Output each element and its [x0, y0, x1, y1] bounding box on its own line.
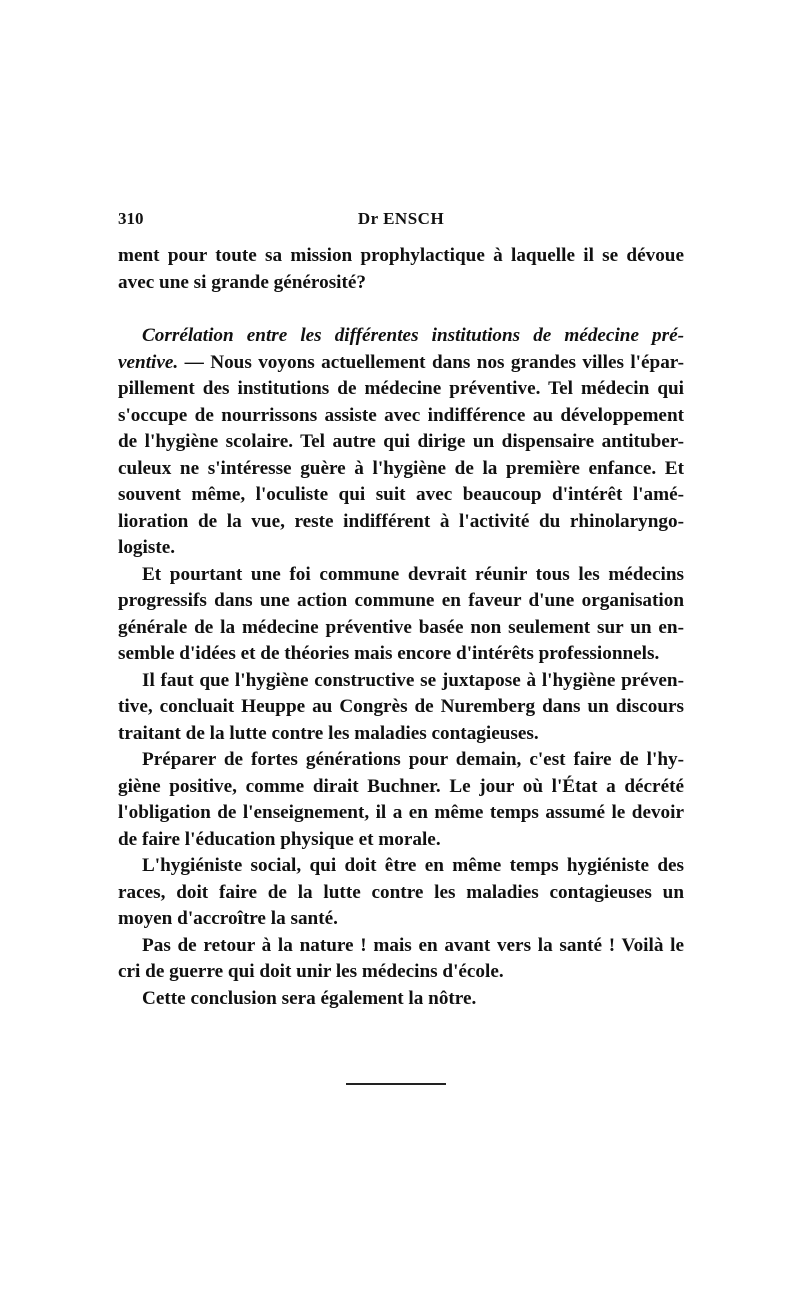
running-title: Dr ENSCH — [357, 209, 445, 228]
text-line: Et pourtant une foi commune devrait réunir tous les médecins — [142, 563, 684, 585]
text-line: pillement des institutions de médecine préventive. Tel médecin qui — [118, 378, 684, 399]
text-line-rest: — Nous voyons actuellement dans nos grandes villes l'épar- — [178, 351, 684, 373]
text-line: traitant de la lutte contre les maladies contagieuses. — [118, 722, 539, 744]
text-line: giène positive, comme dirait Buchner. Le jour où l'État a décrété — [118, 775, 684, 797]
section-heading — [118, 323, 684, 350]
page-header — [118, 209, 684, 235]
text-line: lioration de la vue, reste indifférent à l'activité du rhinolaryngo- — [118, 510, 684, 532]
text-line: progressifs dans une action commune en faveur d'une organisation — [118, 590, 684, 611]
text-line — [118, 350, 684, 377]
text-line: races, doit faire de la lutte contre les maladies contagieuses un — [118, 881, 684, 903]
end-rule — [346, 1083, 446, 1085]
page-number: 310 — [118, 209, 144, 228]
text-line: tive, concluait Heuppe au Congrès de Nuremberg dans un discours — [118, 696, 684, 717]
text-line: de faire l'éducation physique et morale. — [118, 828, 441, 850]
text-line: souvent même, l'oculiste qui suit avec beaucoup d'intérêt l'amé- — [118, 484, 684, 505]
text-line: avec une si grande générosité? — [118, 271, 366, 293]
text-line: moyen d'accroître la santé. — [118, 908, 338, 929]
text-line: logiste. — [118, 537, 176, 558]
text-line: cri de guerre qui doit unir les médecins d'école. — [118, 961, 504, 982]
text-line: semble d'idées et de théories mais encore d'intérêts professionnels. — [118, 643, 660, 664]
section-heading-text: Corrélation entre les différentes institutions de médecine pré- — [142, 325, 684, 346]
page-body — [118, 243, 684, 1012]
text-line: ment pour toute sa mission prophylactique à laquelle il se dévoue — [118, 245, 684, 266]
text-line: générale de la médecine préventive basée non seulement sur un en- — [118, 616, 684, 638]
text-line: Cette conclusion sera également la nôtre. — [142, 987, 477, 1009]
text-line: s'occupe de nourrissons assiste avec indifférence au développement — [118, 404, 684, 426]
text-line: Préparer de fortes générations pour demain, c'est faire de l'hy- — [142, 749, 684, 770]
text-line: de l'hygiène scolaire. Tel autre qui dirige un dispensaire antituber- — [118, 431, 684, 452]
text-line: L'hygiéniste social, qui doit être en même temps hygiéniste des — [142, 855, 684, 876]
section-heading-end: ventive. — [118, 351, 179, 373]
text-line: Pas de retour à la nature ! mais en avant vers la santé ! Voilà le — [142, 934, 684, 956]
text-line: culeux ne s'intéresse guère à l'hygiène de la première enfance. Et — [118, 457, 684, 479]
text-line: l'obligation de l'enseignement, il a en même temps assumé le devoir — [118, 802, 684, 823]
text-line: Il faut que l'hygiène constructive se juxtapose à l'hygiène préven- — [142, 669, 684, 691]
